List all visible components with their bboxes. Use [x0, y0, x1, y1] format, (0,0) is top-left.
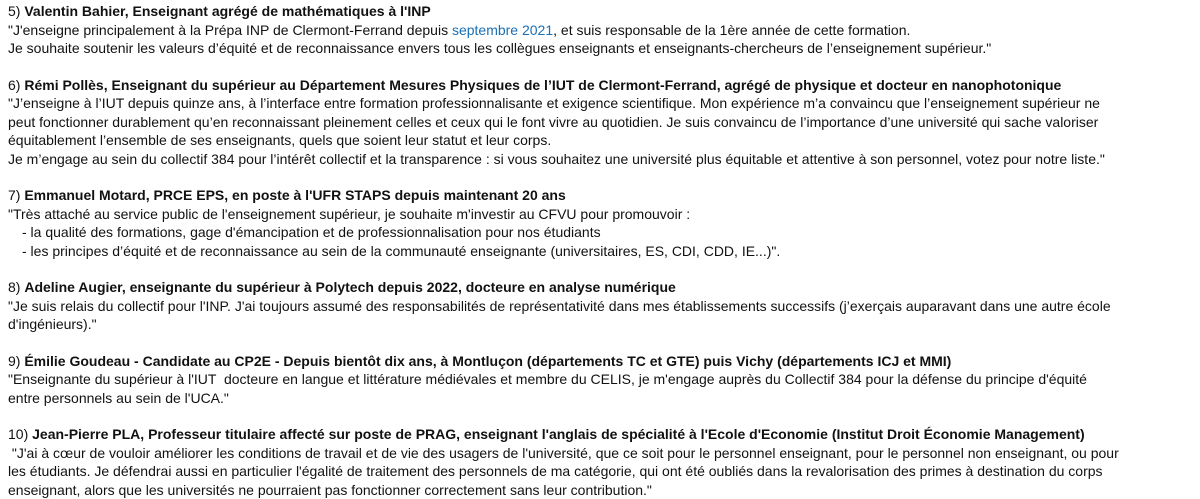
candidate-heading: [8, 352, 1192, 371]
date-link[interactable]: septembre 2021: [452, 22, 553, 38]
statement-text: "J'enseigne principalement à la Prépa INP de Clermont-Ferrand depuis: [8, 22, 452, 38]
list-item: - la qualité des formations, gage d'émancipation et de professionnalisation pour nos étudiants: [8, 223, 1192, 242]
candidate-heading: [8, 425, 1192, 444]
candidate-statement-line: [8, 21, 1192, 40]
candidate-statement-line: Je m’engage au sein du collectif 384 pour l’intérêt collectif et la transparence : si vous souhaitez une université plus équitable et attentive à son personnel, votez pour notre liste.": [8, 150, 1192, 169]
candidate-statement-line: "Très attaché au service public de l'enseignement supérieur, je souhaite m'investir au CFVU pour promouvoir :: [8, 205, 1192, 224]
candidate-statement-line: "J'ai à cœur de vouloir améliorer les conditions de travail et de vie des usagers de l'université, que ce soit pour le personnel enseignant, pour le personnel non enseignant, ou pour: [8, 444, 1192, 463]
candidate-statement-line: peut fonctionner durablement qu’en reconnaissant pleinement celles et ceux qui le font vivre au quotidien. Je suis convaincu de l’importance d’une université qui sache valoriser: [8, 113, 1192, 132]
candidate-entry-9: [8, 352, 1192, 408]
candidate-statement-line: équitablement l’ensemble de ses enseignants, quels que soient leur statut et leur corps.: [8, 131, 1192, 150]
candidate-entry-5: [8, 2, 1192, 58]
candidate-number: 9): [8, 353, 20, 369]
candidate-name-title: Adeline Augier, enseignante du supérieur à Polytech depuis 2022, docteure en analyse numérique: [24, 279, 675, 295]
candidate-statement-line: enseignant, alors que les universités ne pourraient pas fonctionner correctement sans leur contribution.": [8, 481, 1192, 499]
candidate-number: 6): [8, 77, 20, 93]
candidate-heading: [8, 76, 1192, 95]
candidate-number: 8): [8, 279, 20, 295]
candidate-entry-8: [8, 278, 1192, 334]
candidate-number: 10): [8, 426, 28, 442]
candidate-statement-line: "Enseignante du supérieur à l'IUT docteure en langue et littérature médiévales et membre du CELIS, je m'engage auprès du Collectif 384 pour la défense du principe d'équité: [8, 370, 1192, 389]
candidate-statement-line: entre personnels au sein de l'UCA.": [8, 389, 1192, 408]
candidate-name-title: Jean-Pierre PLA, Professeur titulaire affecté sur poste de PRAG, enseignant l'anglais de spécialité à l'Ecole d'Economie (Institut Droit Économie Management): [32, 426, 1084, 442]
candidate-number: 7): [8, 187, 20, 203]
list-item: - les principes d’équité et de reconnaissance au sein de la communauté enseignante (universitaires, ES, CDI, CDD, IE...)".: [8, 242, 1192, 261]
candidate-statement-line: les étudiants. Je défendrai aussi en particulier l'égalité de traitement des personnels de ma catégorie, qui ont été oubliés dans la revalorisation des primes à destination du corps: [8, 462, 1192, 481]
candidate-heading: [8, 278, 1192, 297]
candidate-entry-7: [8, 186, 1192, 260]
candidate-name-title: Rémi Pollès, Enseignant du supérieur au Département Mesures Physiques de l’IUT de Clermont-Ferrand, agrégé de physique et docteur en nanophotonique: [24, 77, 1061, 93]
candidate-statement-line: d'ingénieurs).": [8, 315, 1192, 334]
candidate-entry-10: [8, 425, 1192, 499]
candidate-heading: [8, 2, 1192, 21]
candidate-name-title: Émilie Goudeau - Candidate au CP2E - Depuis bientôt dix ans, à Montluçon (départements TC et GTE) puis Vichy (départements ICJ et MMI): [24, 353, 951, 369]
candidate-entry-6: [8, 76, 1192, 169]
candidate-heading: [8, 186, 1192, 205]
candidate-statement-line: "Je suis relais du collectif pour l'INP. J'ai toujours assumé des responsabilités de représentativité dans mes établissements successifs (j’exerçais auparavant dans une autre école: [8, 297, 1192, 316]
candidate-name-title: Emmanuel Motard, PRCE EPS, en poste à l'UFR STAPS depuis maintenant 20 ans: [24, 187, 565, 203]
candidate-statement-line: Je souhaite soutenir les valeurs d’équité et de reconnaissance envers tous les collègues enseignants et enseignants-chercheurs de l’enseignement supérieur.": [8, 39, 1192, 58]
candidate-name-title: Valentin Bahier, Enseignant agrégé de mathématiques à l'INP: [24, 3, 430, 19]
candidate-statement-line: "J’enseigne à l’IUT depuis quinze ans, à l’interface entre formation professionnalisante et exigence scientifique. Mon expérience m’a convaincu que l’enseignement supérieur ne: [8, 94, 1192, 113]
candidate-number: 5): [8, 3, 20, 19]
statement-text: , et suis responsable de la 1ère année de cette formation.: [553, 22, 910, 38]
